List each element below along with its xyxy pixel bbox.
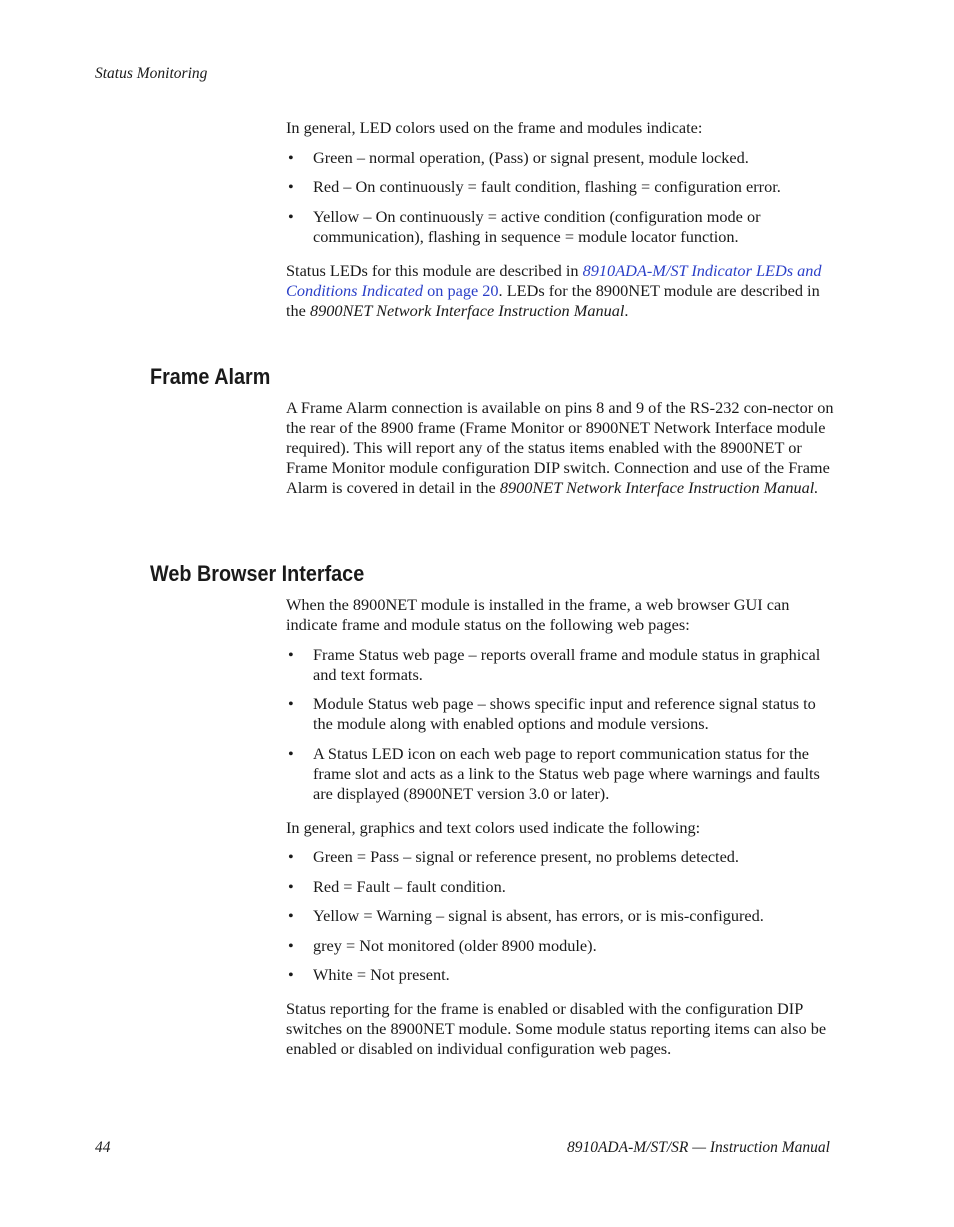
manual-reference: 8900NET Network Interface Instruction Manual. — [499, 478, 819, 497]
led-color-list — [286, 148, 834, 247]
colors-lead: In general, graphics and text colors used indicate the following: — [286, 818, 701, 837]
manual-title: 8910ADA-M/ST/SR — Instruction Manual — [566, 1139, 830, 1156]
list-item: • Green – normal operation, (Pass) or signal present, module locked. — [286, 148, 834, 168]
status-led-paragraph: Status LEDs for this module are described in 8910ADA-M/ST Indicator LEDs and Conditions Indicated on page 20. LEDs for the 8900NET module are described in the 8900NET Network Interface Instruction Manual. — [286, 261, 822, 320]
list-item: • Yellow = Warning – signal is absent, has errors, or is mis-configured. — [286, 906, 834, 926]
list-item: • Module Status web page – shows specific input and reference signal status to the module along with enabled options and module versions. — [286, 694, 834, 734]
web-browser-heading: Web Browser Interface — [150, 561, 365, 586]
list-item: • Red – On continuously = fault condition, flashing = configuration error. — [286, 177, 834, 197]
web-pages-list — [286, 645, 834, 804]
list-item: • Yellow – On continuously = active condition (configuration mode or communication), flashing in sequence = module locator function. — [286, 207, 834, 247]
frame-alarm-heading: Frame Alarm — [150, 364, 271, 389]
list-item: • Green = Pass – signal or reference present, no problems detected. — [286, 847, 834, 867]
web-browser-section — [286, 595, 834, 1059]
closing-paragraph: Status reporting for the frame is enabled or disabled with the configuration DIP switches on the 8900NET module. Some module status reporting items can also be enabled or disabled on individual configuration web pages. — [286, 999, 827, 1058]
intro-lead: In general, LED colors used on the frame and modules indicate: — [286, 118, 703, 137]
list-item: • White = Not present. — [286, 965, 834, 985]
list-item: • Frame Status web page – reports overall frame and module status in graphical and text formats. — [286, 645, 834, 685]
manual-reference: 8900NET Network Interface Instruction Manual — [309, 301, 625, 320]
list-item: • A Status LED icon on each web page to report communication status for the frame slot and acts as a link to the Status web page where warnings and faults are displayed (8900NET version 3.0 or later). — [286, 744, 834, 804]
list-item: • grey = Not monitored (older 8900 module). — [286, 936, 834, 956]
led-table-link[interactable]: 8910ADA-M/ST Indicator LEDs and Conditions Indicated on page 20 — [286, 261, 822, 300]
running-header: Status Monitoring — [95, 65, 208, 82]
frame-alarm-section — [286, 398, 834, 498]
list-item: • Red = Fault – fault condition. — [286, 877, 834, 897]
intro-section — [286, 118, 834, 321]
web-browser-lead: When the 8900NET module is installed in the frame, a web browser GUI can indicate frame and module status on the following web pages: — [286, 595, 790, 634]
frame-alarm-body: A Frame Alarm connection is available on pins 8 and 9 of the RS-232 con-nector on the rear of the 8900 frame (Frame Monitor or 8900NET Network Interface module required). This will report any of the status items enabled with the 8900NET or Frame Monitor module configuration DIP switch. Connection and use of the Frame Alarm is covered in detail in the 8900NET Network Interface Instruction Manual. — [286, 398, 834, 497]
page-number: 44 — [95, 1139, 111, 1156]
status-colors-list — [286, 847, 834, 985]
